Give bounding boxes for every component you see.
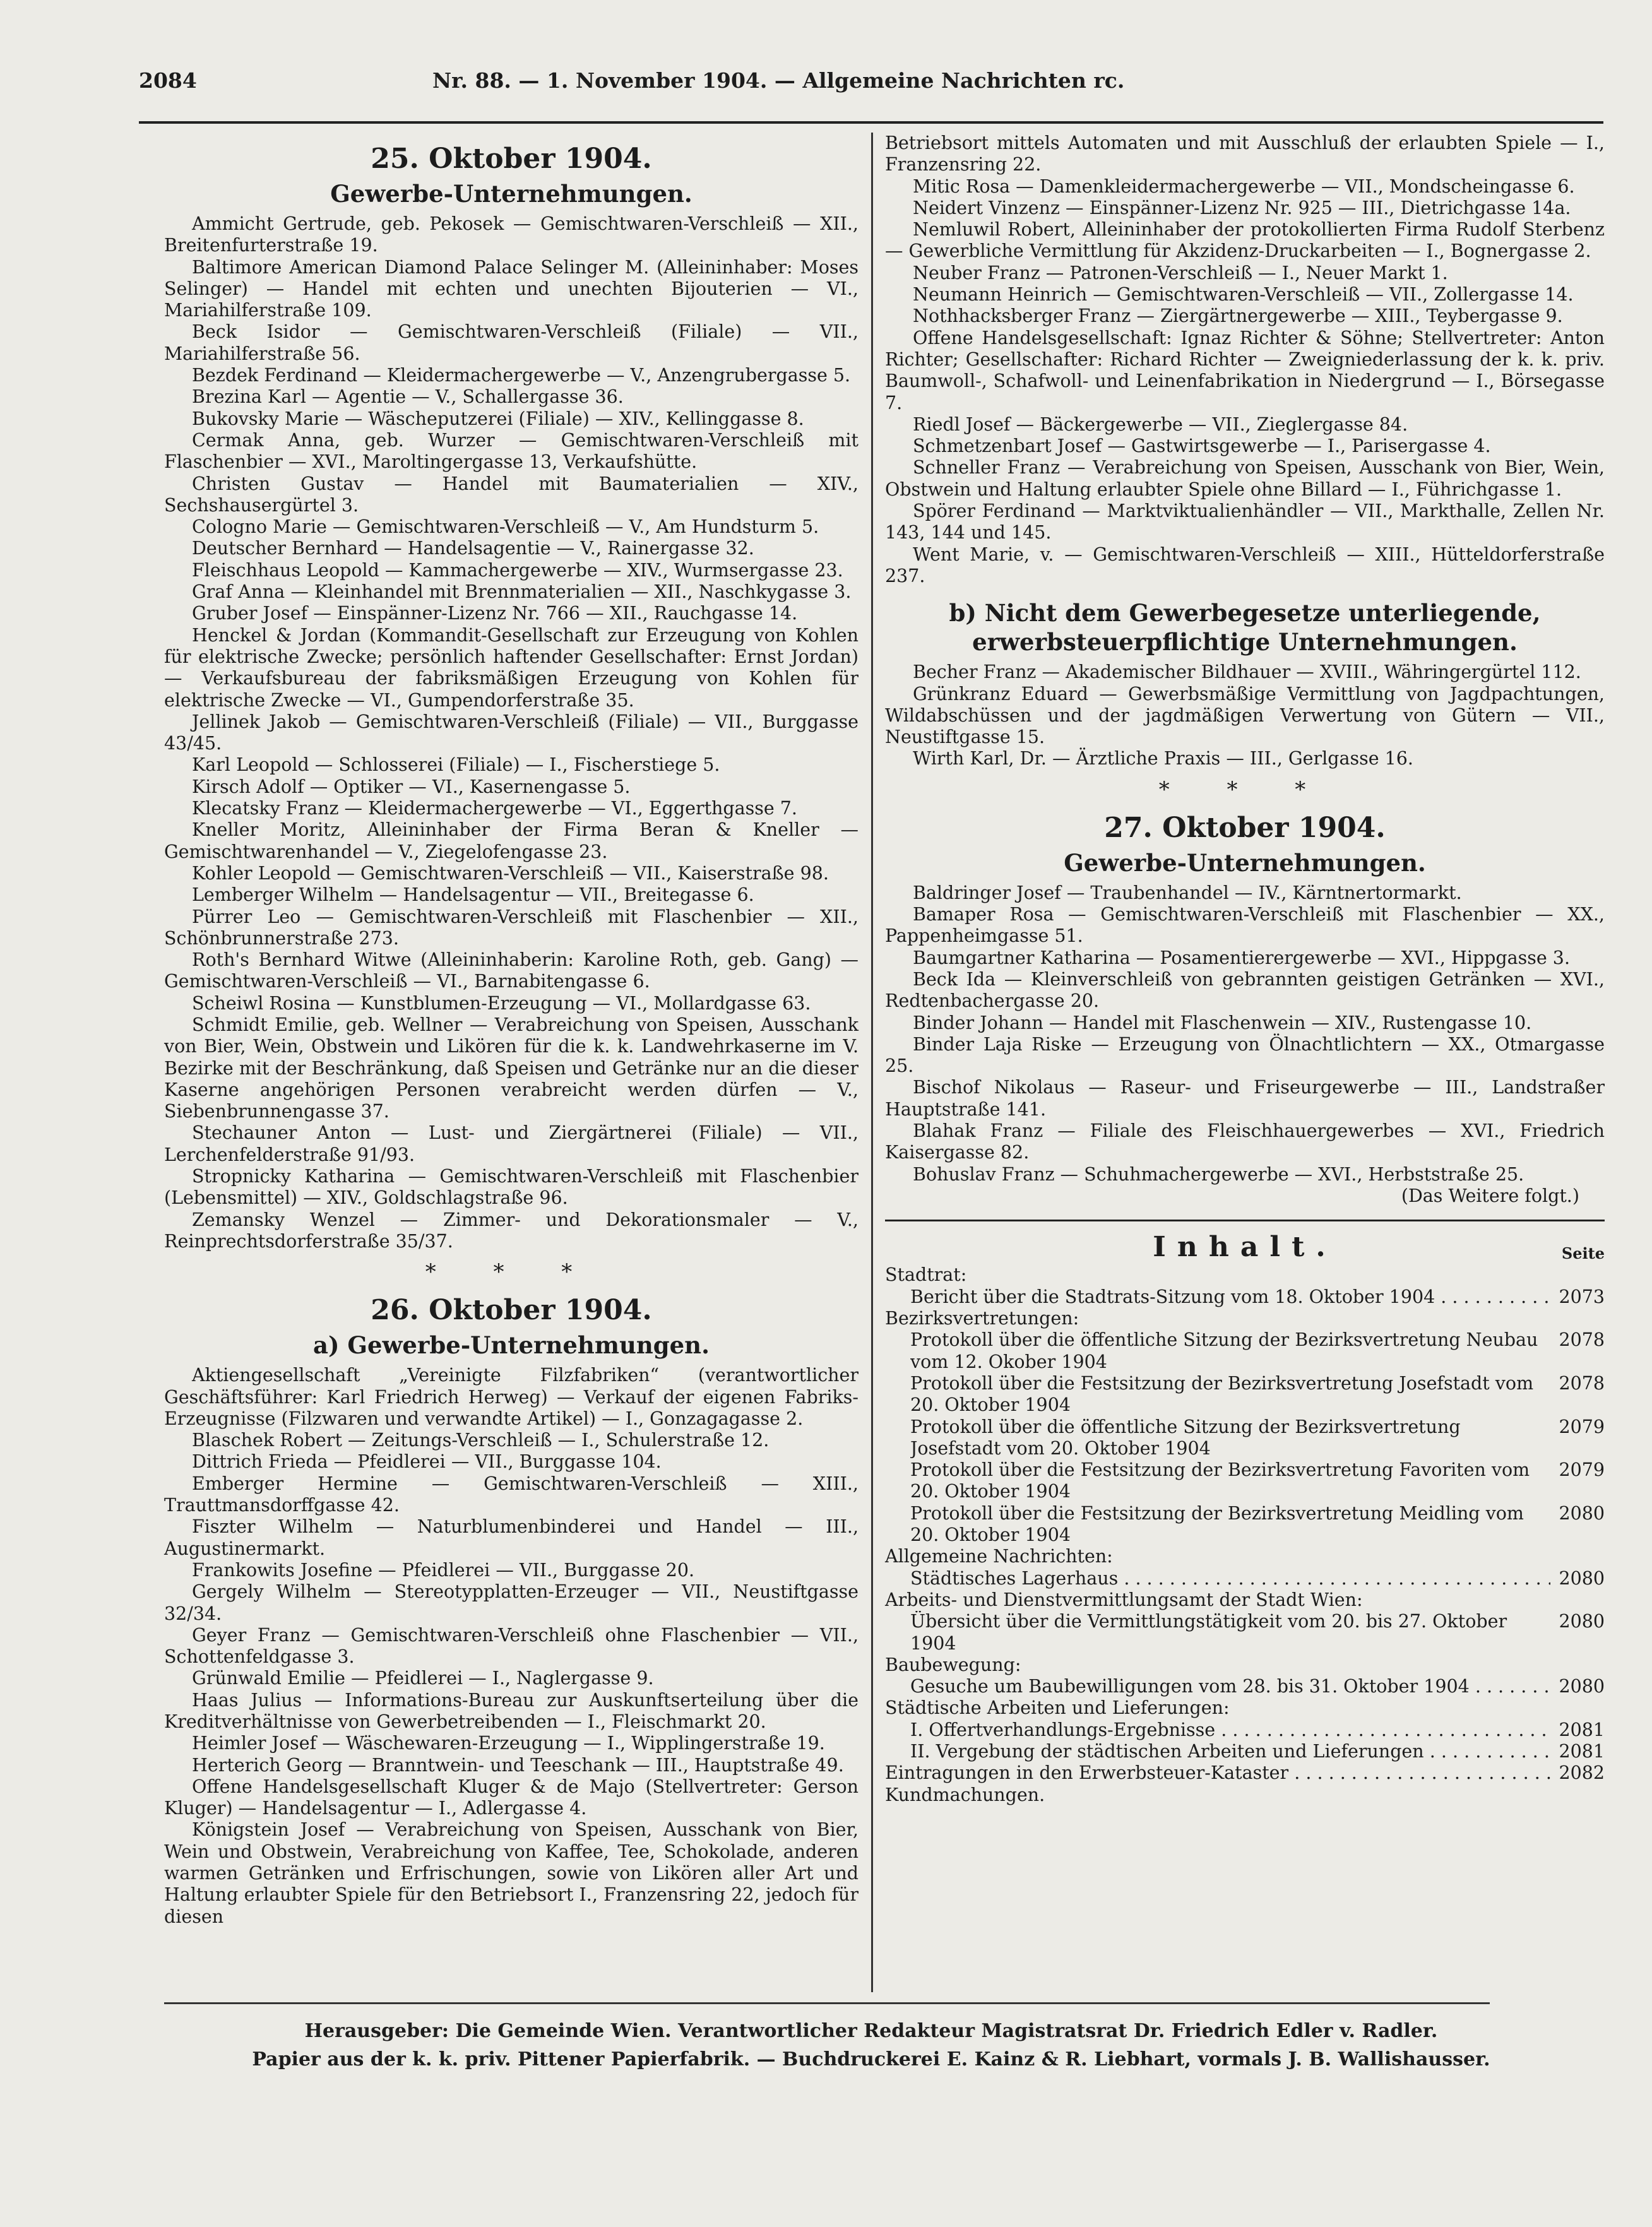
right-column [885, 133, 1605, 1806]
toc-item-page: 2079 [1559, 1416, 1605, 1437]
toc-item[interactable] [885, 1329, 1605, 1373]
toc-category: Baubewegung: [885, 1654, 1021, 1675]
list-item: Baumgartner Katharina — Posamentierergewerbe — XVI., Hippgasse 3. [913, 947, 1571, 968]
continued-note: (Das Weitere folgt.) [1401, 1185, 1579, 1206]
list-item: Mitic Rosa — Damenkleidermachergewerbe — VII., Mondscheingasse 6. [913, 175, 1575, 197]
list-item: Fiszter Wilhelm — Naturblumenbinderei und Handel — III., Augustinermarkt. [164, 1516, 859, 1559]
page-number: 2084 [139, 68, 197, 93]
section-heading: Gewerbe-Unternehmungen. [1064, 848, 1426, 877]
list-item: Roth's Bernhard Witwe (Alleininhaberin: Karoline Roth, geb. Gang) — Gemischtwaren-Verschleiß — VI., Barnabitengasse 6. [164, 949, 859, 992]
toc-item-page: 2081 [1559, 1741, 1605, 1762]
list-item: Stechauner Anton — Lust- und Ziergärtnerei (Filiale) — VII., Lerchenfelderstraße 91/93. [164, 1122, 859, 1165]
toc-item[interactable] [885, 1503, 1605, 1547]
toc-item[interactable] [885, 1719, 1605, 1741]
toc-category: Bezirksvertretungen: [885, 1308, 1079, 1329]
list-item: Binder Laja Riske — Erzeugung von Ölnachtlichtern — XX., Otmargasse 25. [885, 1033, 1605, 1077]
list-item: Deutscher Bernhard — Handelsagentie — V., Rainergasse 32. [192, 538, 754, 559]
section-date: 25. Oktober 1904. [371, 143, 652, 175]
list-item: Stropnicky Katharina — Gemischtwaren-Verschleiß mit Flaschenbier (Lebensmittel) — XIV., Goldschlagstraße 96. [164, 1166, 859, 1209]
list-item: Nothhacksberger Franz — Ziergärtnergewerbe — XIII., Teybergasse 9. [913, 306, 1563, 327]
list-item: Cologno Marie — Gemischtwaren-Verschleiß — V., Am Hundsturm 5. [192, 516, 819, 538]
list-item: Grünkranz Eduard — Gewerbsmäßige Vermittlung von Jagdpachtungen, Wildabschüssen und der jagdmäßigen Verwertung von Gütern — VII., Neustiftgasse 15. [885, 683, 1605, 748]
toc-item-text: Protokoll über die Festsitzung der Bezirksvertretung Josefstadt vom 20. Oktober 1904 [910, 1372, 1534, 1416]
toc-item-text: Bericht über die Stadtrats-Sitzung vom 18. Oktober 1904 . . . [910, 1286, 1550, 1308]
list-item: Ammicht Gertrude, geb. Pekosek — Gemischtwaren-Verschleiß — XII., Breitenfurterstraße 19. [164, 213, 859, 256]
list-item: Brezina Karl — Agentie — V., Schallergasse 36. [192, 386, 624, 408]
list-item: Binder Johann — Handel mit Flaschenwein — XIV., Rustengasse 10. [913, 1012, 1532, 1033]
list-item: Baltimore American Diamond Palace Selinger M. (Alleininhaber: Moses Selinger) — Handel mit echten und unechten Bijouterien — VI., Mariahilferstraße 109. [164, 256, 859, 321]
list-item: Jellinek Jakob — Gemischtwaren-Verschleiß (Filiale) — VII., Burggasse 43/45. [164, 711, 859, 754]
list-item-continued: Betriebsort mittels Automaten und mit Ausschluß der erlaubten Spiele — I., Franzensring 22. [885, 133, 1605, 175]
list-item: Henckel & Jordan (Kommandit-Gesellschaft zur Erzeugung von Kohlen für elektrische Zwecke; persönlich haftender Gesellschafter: Ernst Jordan) — Verkaufsbureau der fabriksmäßigen Erzeugung von Kohlen für elektrische Zwecke — VI., Gumpendorferstraße 35. [164, 624, 859, 711]
list-item: Offene Handelsgesellschaft Kluger & de Majo (Stellvertreter: Gerson Kluger) — Handelsagentur — I., Adlergasse 4. [164, 1776, 859, 1819]
toc-item-text: Gesuche um Baubewilligungen vom 28. bis 31. Oktober 1904 . . . [910, 1676, 1550, 1697]
list-item: Wirth Karl, Dr. — Ärztliche Praxis — III., Gerlgasse 16. [913, 748, 1413, 769]
toc-item[interactable] [885, 1459, 1605, 1503]
list-item: Königstein Josef — Verabreichung von Speisen, Ausschank von Bier, Wein und Obstwein, Verabreichung von Kaffee, Tee, Schokolade, anderen warmen Getränken und Erfrischungen, sowie von Likören aller Art und Haltung erlaubter Spiele für den Betriebsort I., Franzensring 22, jedoch für diesen [164, 1819, 859, 1927]
toc-item-text: Protokoll über die Festsitzung der Bezirksvertretung Favoriten vom 20. Oktober 1904 [910, 1459, 1530, 1502]
toc-item[interactable] [885, 1568, 1605, 1589]
section-separator: * * * [425, 1259, 598, 1285]
toc-title-text: Inhalt. [1153, 1231, 1337, 1264]
toc-item-page: 2079 [1559, 1459, 1605, 1481]
section-date: 27. Oktober 1904. [1104, 811, 1386, 844]
toc-rule [885, 1220, 1605, 1221]
toc-category: Städtische Arbeiten und Lieferungen: [885, 1697, 1230, 1719]
toc-item-text: I. Offertverhandlungs-Ergebnisse . . . [910, 1719, 1550, 1741]
entry-list [164, 213, 859, 1252]
list-item: Blaschek Robert — Zeitungs-Verschleiß — I., Schulerstraße 12. [192, 1430, 770, 1451]
toc-item-text: Eintragungen in den Erwerbsteuer-Kataster . . . [885, 1762, 1550, 1784]
list-item: Scheiwl Rosina — Kunstblumen-Erzeugung — VI., Mollardgasse 63. [192, 992, 811, 1014]
section-date: 26. Oktober 1904. [371, 1294, 652, 1327]
page-header [139, 63, 1212, 101]
toc-page-label: Seite [1561, 1244, 1605, 1263]
toc-title [885, 1231, 1605, 1264]
list-item: Riedl Josef — Bäckergewerbe — VII., Zieglergasse 84. [913, 413, 1408, 435]
footer-printer: Papier aus der k. k. priv. Pittener Papierfabrik. — Buchdruckerei E. Kainz & R. Liebhart, vormals J. B. Wallishausser. [252, 2048, 1490, 2070]
toc-item-text: II. Vergebung der städtischen Arbeiten und Lieferungen . . . [910, 1741, 1550, 1762]
toc-item[interactable]: Kundmachungen. [885, 1784, 1045, 1805]
column-divider [871, 133, 873, 1992]
toc-category: Stadtrat: [885, 1264, 967, 1286]
header-title: Nr. 88. — 1. November 1904. — Allgemeine Nachrichten rc. [432, 68, 1125, 93]
list-item: Beck Ida — Kleinverschleiß von gebrannten geistigen Getränken — XVI., Redtenbachergasse 20. [885, 968, 1605, 1012]
list-item: Dittrich Frieda — Pfeidlerei — VII., Burggasse 104. [192, 1451, 662, 1473]
list-item: Schneller Franz — Verabreichung von Speisen, Ausschank von Bier, Wein, Obstwein und Haltung erlaubter Spiele ohne Billard — I., Führichgasse 1. [885, 457, 1605, 500]
list-item: Neuber Franz — Patronen-Verschleiß — I., Neuer Markt 1. [913, 262, 1448, 283]
list-item: Bezdek Ferdinand — Kleidermachergewerbe — V., Anzengrubergasse 5. [192, 365, 851, 386]
list-item: Schmetzenbart Josef — Gastwirtsgewerbe — I., Parisergasse 4. [913, 436, 1491, 457]
toc-category: Arbeits- und Dienstvermittlungsamt der Stadt Wien: [885, 1589, 1363, 1610]
toc-item-page: 2081 [1559, 1719, 1605, 1740]
list-item: Graf Anna — Kleinhandel mit Brennmaterialien — XII., Naschkygasse 3. [192, 581, 852, 603]
list-item: Spörer Ferdinand — Marktviktualienhändler — VII., Markthalle, Zellen Nr. 143, 144 und 145. [885, 501, 1605, 543]
toc-item-page: 2080 [1559, 1676, 1605, 1697]
footer-publisher: Herausgeber: Die Gemeinde Wien. Verantwortlicher Redakteur Magistratsrat Dr. Friedrich Edler v. Radler. [304, 2020, 1438, 2042]
list-item: Fleischhaus Leopold — Kammachergewerbe — XIV., Wurmsergasse 23. [192, 559, 843, 581]
list-item: Bischof Nikolaus — Raseur- und Friseurgewerbe — III., Landstraßer Hauptstraße 141. [885, 1077, 1605, 1120]
left-column [164, 133, 859, 1928]
toc-category: Allgemeine Nachrichten: [885, 1546, 1113, 1567]
list-item: Frankowits Josefine — Pfeidlerei — VII., Burggasse 20. [192, 1559, 695, 1581]
list-item: Herterich Georg — Branntwein- und Teeschank — III., Hauptstraße 49. [192, 1754, 844, 1776]
toc-item-text: Städtisches Lagerhaus . . . [910, 1568, 1550, 1589]
list-item: Haas Julius — Informations-Bureau zur Auskunftserteilung über die Kreditverhältnisse von Gewerbetreibenden — I., Fleischmarkt 20. [164, 1689, 859, 1732]
toc-item-text: Protokoll über die öffentliche Sitzung der Bezirksvertretung Josefstadt vom 20. Oktober 1904 [910, 1416, 1461, 1459]
footer-rule [164, 2002, 1490, 2004]
list-item: Went Marie, v. — Gemischtwaren-Verschleiß — XIII., Hütteldorferstraße 237. [885, 543, 1605, 586]
list-item: Gruber Josef — Einspänner-Lizenz Nr. 766 — XII., Rauchgasse 14. [192, 603, 798, 624]
toc-item[interactable] [885, 1676, 1605, 1697]
table-of-contents [885, 1231, 1605, 1806]
list-item: Schmidt Emilie, geb. Wellner — Verabreichung von Speisen, Ausschank von Bier, Wein, Obstwein und Likören für die k. k. Landwehrkaserne im V. Bezirke mit der Beschränkung, daß Speisen und Getränke nur an die dieser Kaserne angehörigen Personen verabreicht werden dürfen — V., Siebenbrunnengasse 37. [164, 1014, 859, 1122]
toc-item[interactable] [885, 1416, 1605, 1460]
list-item: Lemberger Wilhelm — Handelsagentur — VII., Breitegasse 6. [192, 884, 754, 906]
list-item: Heimler Josef — Wäschewaren-Erzeugung — I., Wipplingerstraße 19. [192, 1733, 825, 1754]
toc-item-page: 2080 [1559, 1502, 1605, 1524]
toc-item-text: Protokoll über die öffentliche Sitzung der Bezirksvertretung Neubau vom 12. Okober 1904 [910, 1329, 1538, 1372]
list-item: Bamaper Rosa — Gemischtwaren-Verschleiß mit Flaschenbier — XX., Pappenheimgasse 51. [885, 904, 1605, 947]
list-item: Cermak Anna, geb. Wurzer — Gemischtwaren-Verschleiß mit Flaschenbier — XVI., Maroltingergasse 13, Verkaufshütte. [164, 429, 859, 473]
toc-item-page: 2082 [1559, 1762, 1605, 1784]
list-item: Neumann Heinrich — Gemischtwaren-Verschleiß — VII., Zollergasse 14. [913, 284, 1574, 306]
section-heading: b) Nicht dem Gewerbegesetze unterliegende, erwerbsteuerpflichtige Unternehmungen. [949, 599, 1541, 656]
list-item: Baldringer Josef — Traubenhandel — IV., Kärntnertormarkt. [913, 882, 1462, 903]
list-item: Kirsch Adolf — Optiker — VI., Kasernengasse 5. [192, 776, 631, 797]
list-item: Bukovsky Marie — Wäscheputzerei (Filiale) — XIV., Kellinggasse 8. [192, 408, 804, 429]
list-item: Grünwald Emilie — Pfeidlerei — I., Naglergasse 9. [192, 1668, 654, 1689]
list-item: Nemluwil Robert, Alleininhaber der protokollierten Firma Rudolf Sterbenz — Gewerbliche Vermittlung für Akzidenz-Druckarbeiten — I., Bognergasse 2. [885, 219, 1605, 262]
toc-item-page: 2080 [1559, 1611, 1605, 1632]
list-item: Bohuslav Franz — Schuhmachergewerbe — XVI., Herbststraße 25. [913, 1163, 1524, 1185]
toc-item[interactable] [885, 1741, 1605, 1762]
entry-list [164, 1365, 859, 1928]
list-item: Aktiengesellschaft „Vereinigte Filzfabriken“ (verantwortlicher Geschäftsführer: Karl Friedrich Herweg) — Verkauf der eigenen Fabriks-Erzeugnisse (Filzwaren und verwandte Artikel) — I., Gonzagagasse 2. [164, 1365, 859, 1429]
list-item: Karl Leopold — Schlosserei (Filiale) — I., Fischerstiege 5. [192, 754, 720, 776]
list-item: Blahak Franz — Filiale des Fleischhauergewerbes — XVI., Friedrich Kaisergasse 82. [885, 1120, 1605, 1163]
toc-item-page: 2073 [1559, 1286, 1605, 1307]
list-item: Pürrer Leo — Gemischtwaren-Verschleiß mit Flaschenbier — XII., Schönbrunnerstraße 273. [164, 906, 859, 949]
entry-list [885, 882, 1605, 1185]
list-item: Beck Isidor — Gemischtwaren-Verschleiß (Filiale) — VII., Mariahilferstraße 56. [164, 321, 859, 364]
list-item: Geyer Franz — Gemischtwaren-Verschleiß ohne Flaschenbier — VII., Schottenfeldgasse 3. [164, 1624, 859, 1668]
toc-item[interactable] [885, 1611, 1605, 1654]
list-item: Becher Franz — Akademischer Bildhauer — XVIII., Währingergürtel 112. [913, 662, 1581, 683]
section-separator: * * * [1158, 776, 1331, 802]
toc-item-text: Übersicht über die Vermittlungstätigkeit vom 20. bis 27. Oktober 1904 [910, 1611, 1507, 1654]
toc-item[interactable] [885, 1373, 1605, 1416]
list-item: Zemansky Wenzel — Zimmer- und Dekorationsmaler — V., Reinprechtsdorferstraße 35/37. [164, 1209, 859, 1252]
toc-item[interactable] [885, 1286, 1605, 1308]
toc-item-page: 2078 [1559, 1329, 1605, 1351]
toc-item-page: 2078 [1559, 1372, 1605, 1394]
list-item: Emberger Hermine — Gemischtwaren-Verschleiß — XIII., Trauttmansdorffgasse 42. [164, 1473, 859, 1516]
entry-list [885, 176, 1605, 588]
entry-list [885, 662, 1605, 769]
list-item: Kohler Leopold — Gemischtwaren-Verschleiß — VII., Kaiserstraße 98. [192, 862, 829, 884]
list-item: Neidert Vinzenz — Einspänner-Lizenz Nr. 925 — III., Dietrichgasse 14a. [913, 197, 1571, 218]
list-item: Klecatsky Franz — Kleidermachergewerbe — VI., Eggerthgasse 7. [192, 798, 797, 819]
toc-item-page: 2080 [1559, 1567, 1605, 1589]
list-item: Gergely Wilhelm — Stereotypplatten-Erzeuger — VII., Neustiftgasse 32/34. [164, 1581, 859, 1624]
toc-item-text: Protokoll über die Festsitzung der Bezirksvertretung Meidling vom 20. Oktober 1904 [910, 1502, 1524, 1546]
list-item: Christen Gustav — Handel mit Baumaterialien — XIV., Sechshausergürtel 3. [164, 473, 859, 516]
list-item: Offene Handelsgesellschaft: Ignaz Richter & Söhne; Stellvertreter: Anton Richter; Gesellschafter: Richard Richter — Zweigniederlassung der k. k. priv. Baumwoll-, Schafwoll- und Leinenfabrikation in Niedergrund — I., Börsegasse 7. [885, 327, 1605, 413]
section-heading: Gewerbe-Unternehmungen. [330, 180, 692, 208]
header-rule [139, 121, 1603, 124]
section-heading: a) Gewerbe-Unternehmungen. [313, 1331, 710, 1360]
list-item: Kneller Moritz, Alleininhaber der Firma Beran & Kneller — Gemischtwarenhandel — V., Ziegelofengasse 23. [164, 819, 859, 862]
toc-item[interactable] [885, 1762, 1605, 1784]
